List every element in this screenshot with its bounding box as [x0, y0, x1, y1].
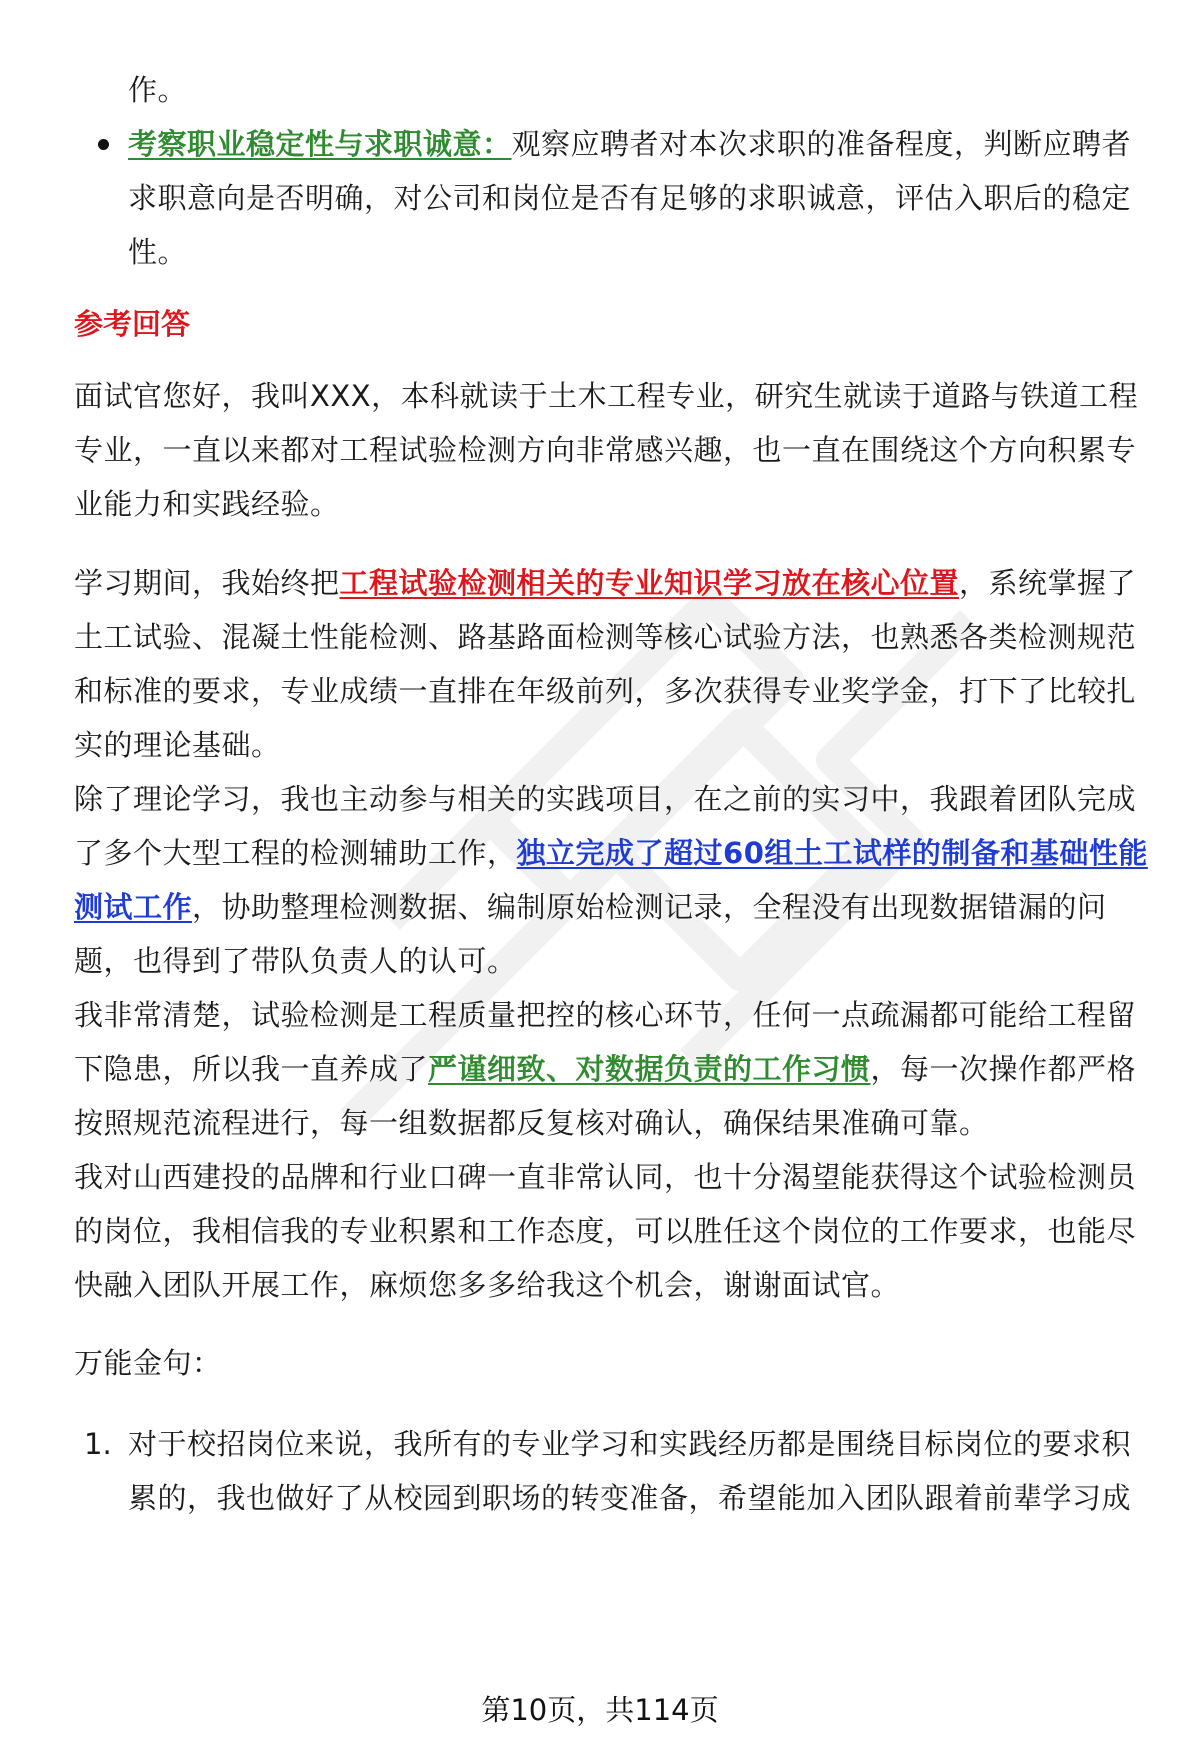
text-line — [74, 1157, 1136, 1197]
text-span: 业能力和实践经验。 — [74, 487, 340, 521]
highlight-blue: 测试工作 — [74, 890, 193, 924]
text-line — [74, 779, 1136, 819]
text-span: 题，也得到了带队负责人的认可。 — [74, 944, 517, 978]
text-line — [74, 725, 281, 765]
text-span: 我对山西建投的品牌和行业口碑一直非常认同，也十分渴望能获得这个试验检测员 — [74, 1160, 1137, 1194]
list-number: 1. — [84, 1427, 112, 1461]
text-line — [128, 1478, 1131, 1518]
text-span: 下隐患，所以我一直养成了 — [74, 1052, 429, 1086]
text-span: 作。 — [128, 73, 188, 107]
text-span: ，系统掌握了 — [959, 566, 1137, 600]
bullet-dot-icon — [98, 139, 109, 150]
bullet-item — [128, 124, 1131, 164]
text-line — [128, 178, 1131, 218]
text-line — [74, 484, 340, 524]
text-line — [74, 671, 1136, 711]
text-span: 按照规范流程进行，每一组数据都反复核对确认，确保结果准确可靠。 — [74, 1106, 989, 1140]
text-span: ，协助整理检测数据、编制原始检测记录，全程没有出现数据错漏的问 — [192, 890, 1107, 924]
text-line — [74, 430, 1136, 470]
text-span: ，每一次操作都严格 — [870, 1052, 1137, 1086]
text-line — [74, 1103, 989, 1143]
text-line — [128, 232, 187, 272]
text-line — [74, 995, 1136, 1035]
text-line — [128, 70, 187, 110]
text-span: 的岗位，我相信我的专业积累和工作态度，可以胜任这个岗位的工作要求，也能尽 — [74, 1214, 1137, 1248]
text-line — [74, 833, 1148, 873]
text-span: 除了理论学习，我也主动参与相关的实践项目，在之前的实习中，我跟着团队完成 — [74, 782, 1137, 816]
text-span: 对于校招岗位来说，我所有的专业学习和实践经历都是围绕目标岗位的要求积 — [128, 1427, 1132, 1461]
text-span: 快融入团队开展工作，麻烦您多多给我这个机会，谢谢面试官。 — [74, 1268, 901, 1302]
text-line — [74, 376, 1138, 416]
text-line — [74, 1049, 1136, 1089]
text-span: 观察应聘者对本次求职的准备程度，判断应聘者 — [511, 127, 1132, 161]
bullet-label: 考察职业稳定性与求职诚意： — [128, 127, 512, 161]
text-line — [74, 1265, 900, 1305]
section-title: 参考回答 — [74, 307, 191, 341]
text-line — [74, 887, 1107, 927]
highlight-blue: 独立完成了超过60组土工试样的制备和基础性能 — [516, 836, 1148, 870]
text-span: 学习期间，我始终把 — [74, 566, 340, 600]
text-line — [74, 563, 1136, 603]
text-line — [74, 941, 517, 981]
page-footer: 第10页，共114页 — [481, 1693, 719, 1727]
golden-title — [74, 1343, 222, 1383]
text-span: 和标准的要求，专业成绩一直排在年级前列，多次获得专业奖学金，打下了比较扎 — [74, 674, 1137, 708]
text-span: 万能金句： — [74, 1346, 222, 1380]
text-span: 专业，一直以来都对工程试验检测方向非常感兴趣，也一直在围绕这个方向积累专 — [74, 433, 1137, 467]
text-span: 实的理论基础。 — [74, 728, 281, 762]
text-line — [74, 1211, 1136, 1251]
list-item — [128, 1424, 1131, 1464]
text-span: 了多个大型工程的检测辅助工作， — [74, 836, 517, 870]
text-span: 性。 — [128, 235, 188, 269]
text-span: 求职意向是否明确，对公司和岗位是否有足够的求职诚意，评估入职后的稳定 — [128, 181, 1132, 215]
text-span: 我非常清楚，试验检测是工程质量把控的核心环节，任何一点疏漏都可能给工程留 — [74, 998, 1137, 1032]
highlight-red: 工程试验检测相关的专业知识学习放在核心位置 — [339, 566, 960, 600]
highlight-green: 严谨细致、对数据负责的工作习惯 — [428, 1052, 871, 1086]
text-line — [74, 617, 1136, 657]
text-span: 累的，我也做好了从校园到职场的转变准备，希望能加入团队跟着前辈学习成 — [128, 1481, 1132, 1515]
text-span: 土工试验、混凝土性能检测、路基路面检测等核心试验方法，也熟悉各类检测规范 — [74, 620, 1137, 654]
text-span: 面试官您好，我叫XXX，本科就读于土木工程专业，研究生就读于道路与铁道工程 — [74, 379, 1139, 413]
